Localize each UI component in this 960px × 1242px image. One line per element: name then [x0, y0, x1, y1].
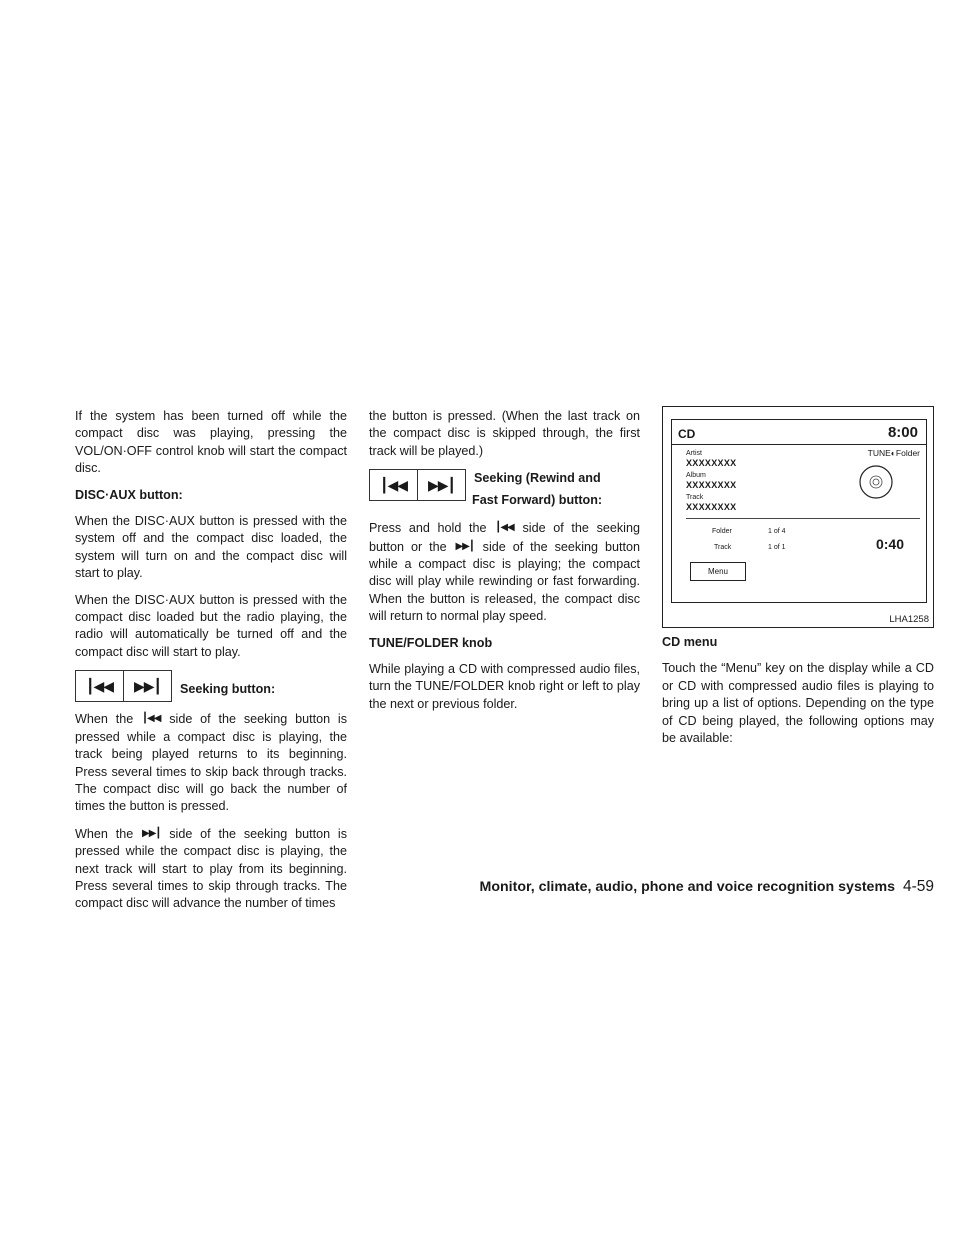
- skip-back-icon: ┃◀◀: [142, 713, 161, 725]
- paragraph-seek-forward: [75, 825, 347, 913]
- header-divider: [672, 444, 926, 445]
- paragraph-disc-aux-2: When the DISC·AUX button is pressed with the compact disc loaded but the radio playing, the radio will automatically be turned off and the compact disc will start to play.: [75, 592, 347, 659]
- heading-disc-aux: DISC·AUX button:: [75, 487, 183, 502]
- text-or-the: side of the seeking button or the: [369, 521, 640, 554]
- paragraph-system-off: If the system has been turned off while the compact disc was playing, pressing the VOL/ON·OFF control knob will start the compact disc.: [75, 409, 347, 476]
- menu-button: Menu: [690, 562, 746, 581]
- page-number: 4-59: [902, 878, 934, 895]
- paragraph-last-track: the button is pressed. (When the last track on the compact disc is skipped through, the first track will be played.): [369, 409, 640, 458]
- skip-forward-icon: ▶▶┃: [455, 540, 474, 552]
- tune-folder-indicator: [868, 448, 920, 458]
- folder-row-label: Folder: [712, 528, 732, 535]
- cd-display-figure: [662, 406, 934, 628]
- skip-forward-icon: ▶▶┃: [142, 827, 161, 839]
- artist-value: XXXXXXXX: [686, 458, 737, 468]
- folder-label: Folder: [895, 448, 920, 458]
- skip-back-icon: ┃◀◀: [495, 522, 514, 534]
- column-2: [369, 408, 640, 722]
- column-1: [75, 408, 347, 922]
- artist-label: Artist: [686, 450, 702, 457]
- source-label: CD: [678, 427, 696, 441]
- rewind-ff-row: [369, 469, 640, 511]
- heading-seeking-button: Seeking button:: [180, 682, 276, 697]
- info-divider: [686, 518, 920, 519]
- folder-row-value: 1 of 4: [768, 528, 786, 535]
- paragraph-press-hold: [369, 519, 640, 625]
- seeking-button-row: [75, 670, 347, 702]
- column-3: [662, 634, 934, 756]
- section-title: Monitor, climate, audio, phone and voice recognition systems: [479, 879, 895, 895]
- skip-forward-icon: ▶▶┃: [417, 470, 465, 500]
- heading-tune-folder: TUNE/FOLDER knob: [369, 635, 493, 650]
- seek-button-illustration: [75, 670, 172, 702]
- skip-forward-icon: ▶▶┃: [123, 671, 171, 701]
- paragraph-cd-menu: Touch the “Menu” key on the display while a CD or CD with compressed audio files is playing to bring up a list of options. Depending on the type of CD being played, the following options may be available:: [662, 661, 934, 746]
- text-press-hold: Press and hold the: [369, 521, 487, 536]
- track-row-value: 1 of 1: [768, 544, 786, 551]
- album-label: Album: [686, 472, 706, 479]
- page-footer: [0, 878, 934, 896]
- cd-screen: [671, 419, 927, 603]
- heading-cd-menu: CD menu: [662, 635, 718, 649]
- knob-icon: ◐: [890, 448, 896, 458]
- track-value: XXXXXXXX: [686, 502, 737, 512]
- clock: 8:00: [887, 424, 918, 441]
- text-press-hold-desc: side of the seeking button while a compact disc is playing; the compact disc will play while rewinding or fast forwarding. When the button is released, the compact disc will return to normal play speed.: [369, 539, 641, 624]
- album-value: XXXXXXXX: [686, 480, 737, 490]
- heading-rewind-ff: [474, 467, 602, 511]
- text-when-the: When the: [75, 712, 134, 727]
- elapsed-time: 0:40: [875, 536, 904, 552]
- text-seek-forward-desc: side of the seeking button is pressed while the compact disc is playing, the next track will start to play from its beginning. Press several times to skip through tracks. The compact disc will advance the number of times: [75, 826, 347, 911]
- skip-back-icon: ┃◀◀: [380, 476, 407, 493]
- paragraph-tune-folder: While playing a CD with compressed audio files, turn the TUNE/FOLDER knob right or left to play the next or previous folder.: [369, 662, 640, 711]
- paragraph-disc-aux-1: When the DISC·AUX button is pressed with the system off and the compact disc loaded, the system will turn on and the compact disc will start to play.: [75, 514, 347, 581]
- heading-rewind-line-1: Seeking (Rewind and: [474, 471, 601, 486]
- track-label: Track: [686, 494, 704, 501]
- tune-label: TUNE: [867, 448, 891, 458]
- figure-code: LHA1258: [889, 614, 929, 625]
- skip-back-icon: ┃◀◀: [86, 677, 113, 694]
- paragraph-seek-back: [75, 710, 347, 815]
- track-row-label: Track: [714, 544, 732, 551]
- disc-icon: [858, 464, 894, 500]
- text-when-the: When the: [75, 826, 134, 841]
- heading-rewind-line-2: Fast Forward) button:: [472, 493, 603, 508]
- seek-button-illustration: [369, 469, 466, 501]
- text-seek-back-desc: side of the seeking button is pressed while a compact disc is playing, the track being played returns to its beginning. Press several times to skip back through tracks. The compact disc will go back the number of times the button is pressed.: [75, 712, 347, 814]
